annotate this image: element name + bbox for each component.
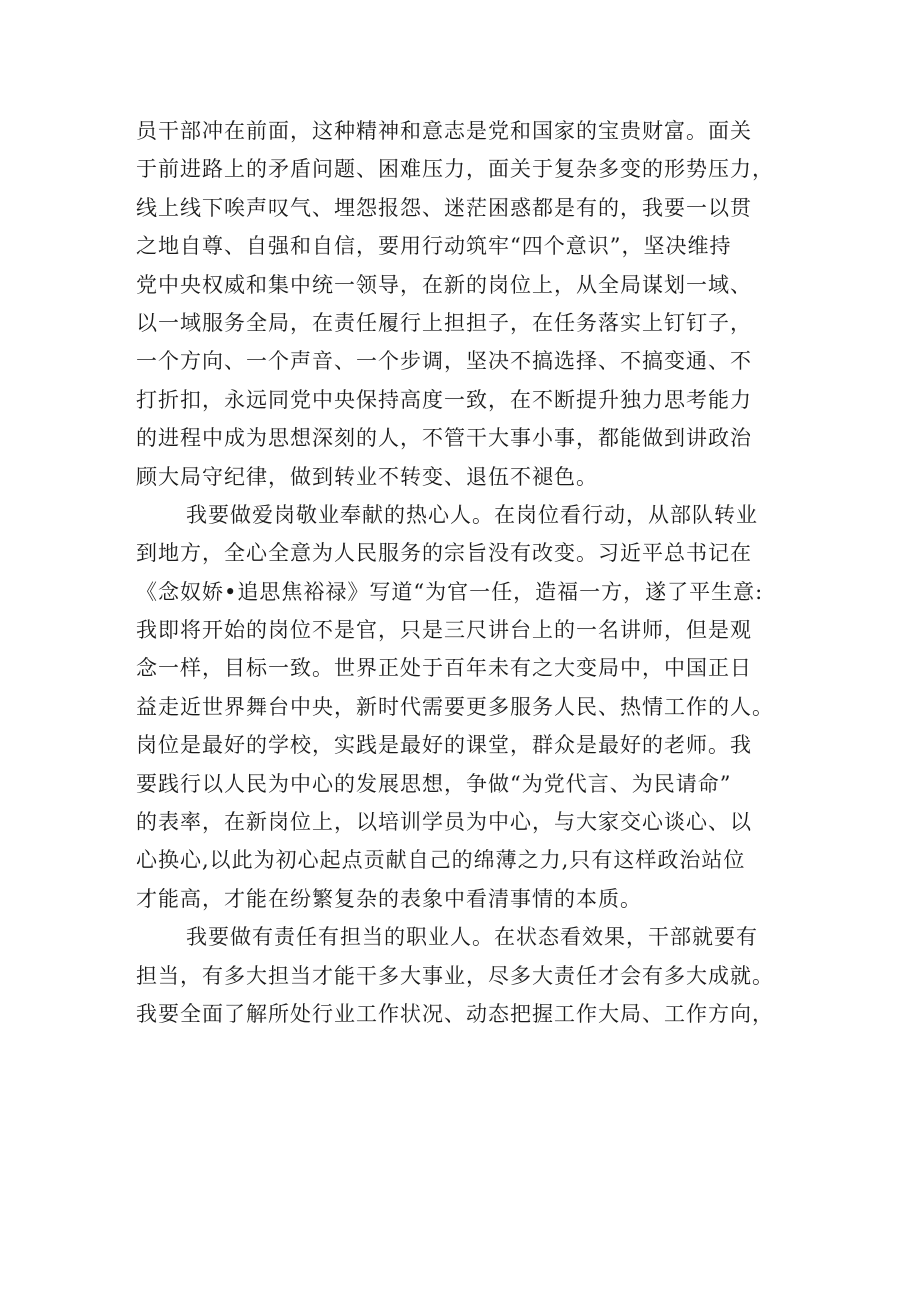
body-text <box>136 112 800 1033</box>
paragraph-start-line: 我要做爱岗敬业奉献的热心人。在岗位看行动，从部队转业 <box>186 502 758 527</box>
text-line: 心换心,以此为初心起点贡献自己的绵薄之力,只有这样政治站位 <box>136 848 746 873</box>
text-line: 顾大局守纪律，做到转业不转变、退伍不褪色。 <box>136 464 598 489</box>
text-line: 一个方向、一个声音、一个步调，坚决不搞选择、不搞变通、不 <box>136 349 752 374</box>
text-line: 益走近世界舞台中央，新时代需要更多服务人民、热情工作的人。 <box>136 694 774 719</box>
text-line: 的表率，在新岗位上，以培训学员为中心，与大家交心谈心、以 <box>136 810 752 835</box>
text-line: 以一域服务全局，在责任履行上担担子，在任务落实上钉钉子， <box>136 310 752 335</box>
text-line: 于前进路上的矛盾问题、困难压力，面关于复杂多变的形势压力， <box>136 157 774 182</box>
text-line: 才能高，才能在纷繁复杂的表象中看清事情的本质。 <box>136 886 642 911</box>
text-line: 岗位是最好的学校，实践是最好的课堂，群众是最好的老师。我 <box>136 733 752 758</box>
text-line: 《念奴娇•追思焦裕禄》写道“为官一任，造福一方，遂了平生意: <box>136 579 764 604</box>
paragraph-start-line: 我要做有责任有担当的职业人。在状态看效果，干部就要有 <box>186 925 758 950</box>
text-line: 的进程中成为思想深刻的人，不管干大事小事，都能做到讲政治 <box>136 426 752 451</box>
text-line: 我即将开始的岗位不是官，只是三尺讲台上的一名讲师，但是观 <box>136 618 752 643</box>
text-line: 担当，有多大担当才能干多大事业，尽多大责任才会有多大成就。 <box>136 963 774 988</box>
text-line: 员干部冲在前面，这种精神和意志是党和国家的宝贵财富。面关 <box>136 119 752 143</box>
text-line: 要践行以人民为中心的发展思想，争做“为党代言、为民请命” <box>136 771 732 796</box>
text-line: 念一样，目标一致。世界正处于百年未有之大变局中，中国正日 <box>136 656 752 681</box>
text-line: 到地方，全心全意为人民服务的宗旨没有改变。习近平总书记在 <box>136 541 752 566</box>
text-line: 之地自尊、自强和自信，要用行动筑牢“四个意识”，坚决维持 <box>136 234 732 259</box>
text-line: 我要全面了解所处行业工作状况、动态把握工作大局、工作方向， <box>136 1001 774 1026</box>
text-line: 打折扣，永远同党中央保持高度一致，在不断提升独力思考能力 <box>136 387 752 412</box>
text-line: 线上线下唉声叹气、埋怨报怨、迷茫困惑都是有的，我要一以贯 <box>136 195 752 220</box>
text-line: 党中央权威和集中统一领导，在新的岗位上，从全局谋划一域、 <box>136 272 752 297</box>
